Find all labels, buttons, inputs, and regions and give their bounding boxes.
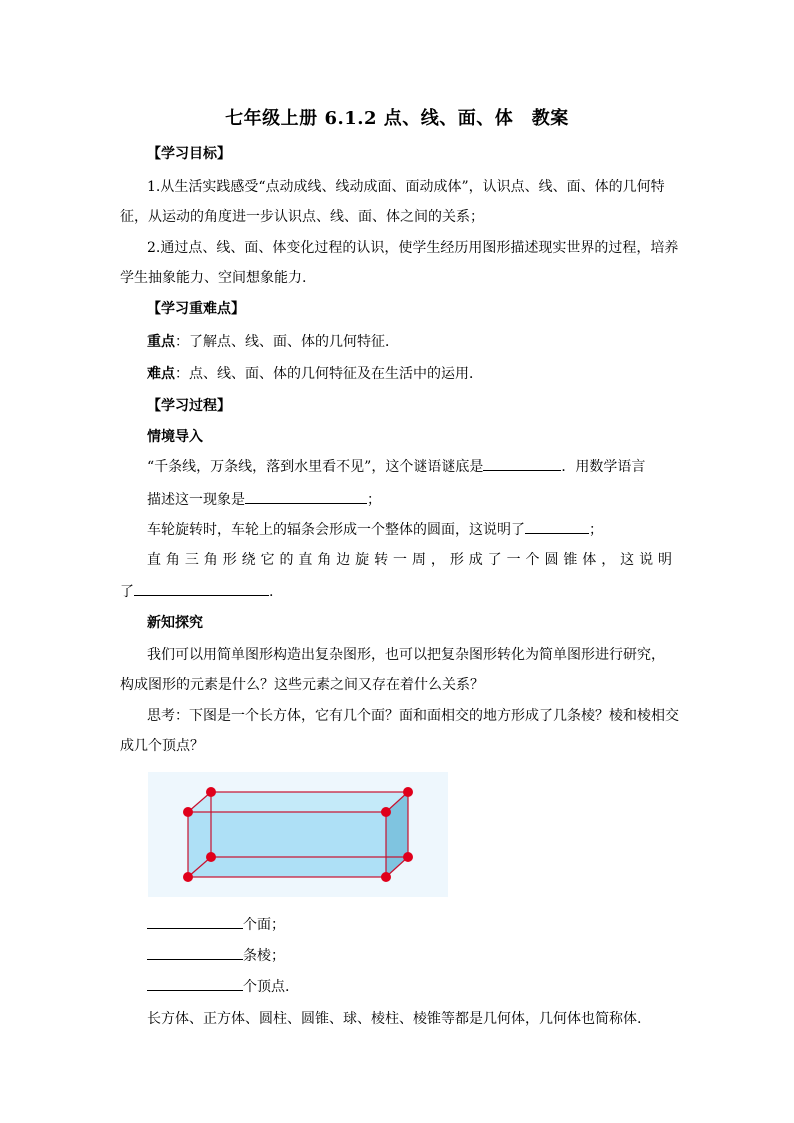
conclusion-line: 长方体、正方体、圆柱、圆锥、球、棱柱、棱锥等都是几何体，几何体也简称体. xyxy=(147,1011,642,1027)
think-line2: 成几个顶点？ xyxy=(120,738,204,754)
vertices-line xyxy=(147,976,289,997)
page-title: 七年级上册 6.1.2 点、线、面、体 教案 xyxy=(225,108,569,129)
vertex-point xyxy=(206,787,216,797)
vertex-point xyxy=(206,852,216,862)
vertex-point xyxy=(381,872,391,882)
vertices-suffix: 个顶点. xyxy=(243,979,290,995)
objective-2-line2: 学生抽象能力、空间想象能力. xyxy=(120,270,307,286)
cuboid-front-face xyxy=(188,812,386,877)
riddle-text-part1: “千条线，万条线，落到水里看不见”，这个谜语谜底是 xyxy=(147,459,484,475)
key-heading: 【学习重难点】 xyxy=(147,301,245,317)
triangle-line1: 直角三角形绕它的直角边旋转一周，形成了一个圆锥体，这说明 xyxy=(147,552,672,568)
cuboid-figure xyxy=(148,772,448,897)
triangle-line2-text: 了 xyxy=(120,584,134,600)
edges-line xyxy=(147,945,285,966)
cuboid-diagram xyxy=(148,772,448,897)
triangle-line2 xyxy=(120,581,273,602)
key-point xyxy=(147,332,399,352)
math-language-blank[interactable] xyxy=(245,489,367,504)
riddle-line2-text: 描述这一现象是 xyxy=(147,492,245,508)
difficult-label: 难点 xyxy=(147,366,175,382)
triangle-end: . xyxy=(269,584,274,600)
intro-heading: 情境导入 xyxy=(147,429,203,445)
difficult-point xyxy=(147,364,483,384)
objectives-heading: 【学习目标】 xyxy=(147,146,231,162)
vertex-point xyxy=(403,787,413,797)
riddle-line1 xyxy=(147,456,645,477)
key-label: 重点 xyxy=(147,334,175,350)
riddle-line2 xyxy=(147,489,381,510)
vertex-point xyxy=(403,852,413,862)
vertex-point xyxy=(183,872,193,882)
wheel-line xyxy=(147,519,603,540)
riddle-text-part2: ．用数学语言 xyxy=(561,459,646,475)
wheel-end: ； xyxy=(589,522,603,538)
faces-blank[interactable] xyxy=(147,914,243,929)
objective-1-line1: 1.从生活实践感受“点动成线、线动成面、面动成体”，认识点、线、面、体的几何特 xyxy=(147,179,665,195)
edges-suffix: 条棱； xyxy=(243,948,285,964)
faces-line xyxy=(147,914,285,935)
faces-suffix: 个面； xyxy=(243,917,285,933)
vertex-point xyxy=(183,807,193,817)
objective-1-line2: 征，从运动的角度进一步认识点、线、面、体之间的关系； xyxy=(120,209,484,225)
riddle-line2-end: ； xyxy=(367,492,381,508)
difficult-text: ：点、线、面、体的几何特征及在生活中的运用． xyxy=(175,366,483,382)
edges-blank[interactable] xyxy=(147,945,243,960)
wheel-text: 车轮旋转时，车轮上的辐条会形成一个整体的圆面，这说明了 xyxy=(147,522,525,538)
think-line1: 思考：下图是一个长方体，它有几个面？面和面相交的地方形成了几条棱？棱和棱相交 xyxy=(147,708,679,724)
new-heading: 新知探究 xyxy=(147,615,203,631)
process-heading: 【学习过程】 xyxy=(147,398,231,414)
triangle-blank[interactable] xyxy=(134,581,269,596)
cuboid-top-face xyxy=(188,792,408,812)
explore-line2: 构成图形的元素是什么？这些元素之间又存在着什么关系？ xyxy=(120,677,484,693)
explore-line1: 我们可以用简单图形构造出复杂图形，也可以把复杂图形转化为简单图形进行研究， xyxy=(147,647,665,663)
riddle-answer-blank[interactable] xyxy=(483,456,561,471)
key-text: ：了解点、线、面、体的几何特征． xyxy=(175,334,399,350)
wheel-blank[interactable] xyxy=(525,519,589,534)
vertex-point xyxy=(381,807,391,817)
vertices-blank[interactable] xyxy=(147,976,243,991)
objective-2-line1: 2.通过点、线、面、体变化过程的认识，使学生经历用图形描述现实世界的过程，培养 xyxy=(147,240,679,256)
